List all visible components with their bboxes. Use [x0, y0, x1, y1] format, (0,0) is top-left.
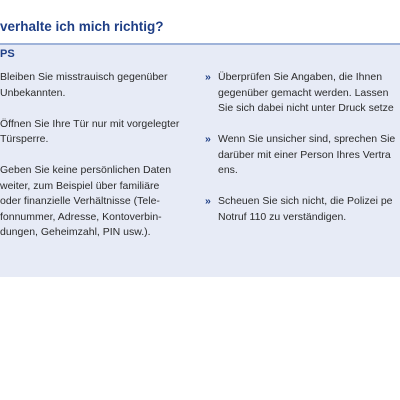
- tip-item: [0, 70, 190, 101]
- tip-line: dungen, Geheimzahl, PIN usw.).: [0, 226, 151, 238]
- tips-column-right: [205, 70, 400, 241]
- tip-line: gegenüber gemacht werden. Lassen: [218, 86, 389, 99]
- bullet-chevron-icon: »: [205, 133, 211, 145]
- tip-item: [0, 163, 190, 241]
- tip-line: Unbekannten.: [0, 86, 66, 99]
- tip-line: ens.: [218, 164, 238, 176]
- tips-heading: PS: [0, 48, 15, 60]
- tip-line: Öffnen Sie Ihre Tür nur mit vorgelegter: [0, 117, 180, 130]
- tips-column-left: [0, 70, 190, 256]
- tip-line: Bleiben Sie misstrauisch gegenüber: [0, 71, 168, 83]
- bullet-chevron-icon: »: [205, 195, 211, 207]
- tip-line: Sie sich dabei nicht unter Druck setze: [218, 102, 394, 114]
- tip-line: weiter, zum Beispiel über familiäre: [0, 179, 160, 192]
- tip-item: [205, 194, 400, 225]
- tip-line: Notruf 110 zu verständigen.: [218, 210, 347, 223]
- tip-line: fonnummer, Adresse, Kontoverbin-: [0, 210, 162, 223]
- tip-line: darüber mit einer Person Ihres Vertra: [218, 148, 391, 161]
- tip-item: [205, 132, 400, 179]
- tip-line: Überprüfen Sie Angaben, die Ihnen: [218, 71, 383, 83]
- page-title: verhalte ich mich richtig?: [0, 19, 164, 34]
- tip-line: Türsperre.: [0, 133, 49, 145]
- tip-line: Scheuen Sie sich nicht, die Polizei pe: [218, 195, 393, 207]
- tip-line: Wenn Sie unsicher sind, sprechen Sie: [218, 133, 396, 145]
- tip-line: Geben Sie keine persönlichen Daten: [0, 164, 172, 176]
- tip-item: [0, 117, 190, 148]
- tip-line: oder finanzielle Verhältnisse (Tele-: [0, 195, 160, 207]
- tip-item: [205, 70, 400, 117]
- bullet-chevron-icon: »: [205, 71, 211, 83]
